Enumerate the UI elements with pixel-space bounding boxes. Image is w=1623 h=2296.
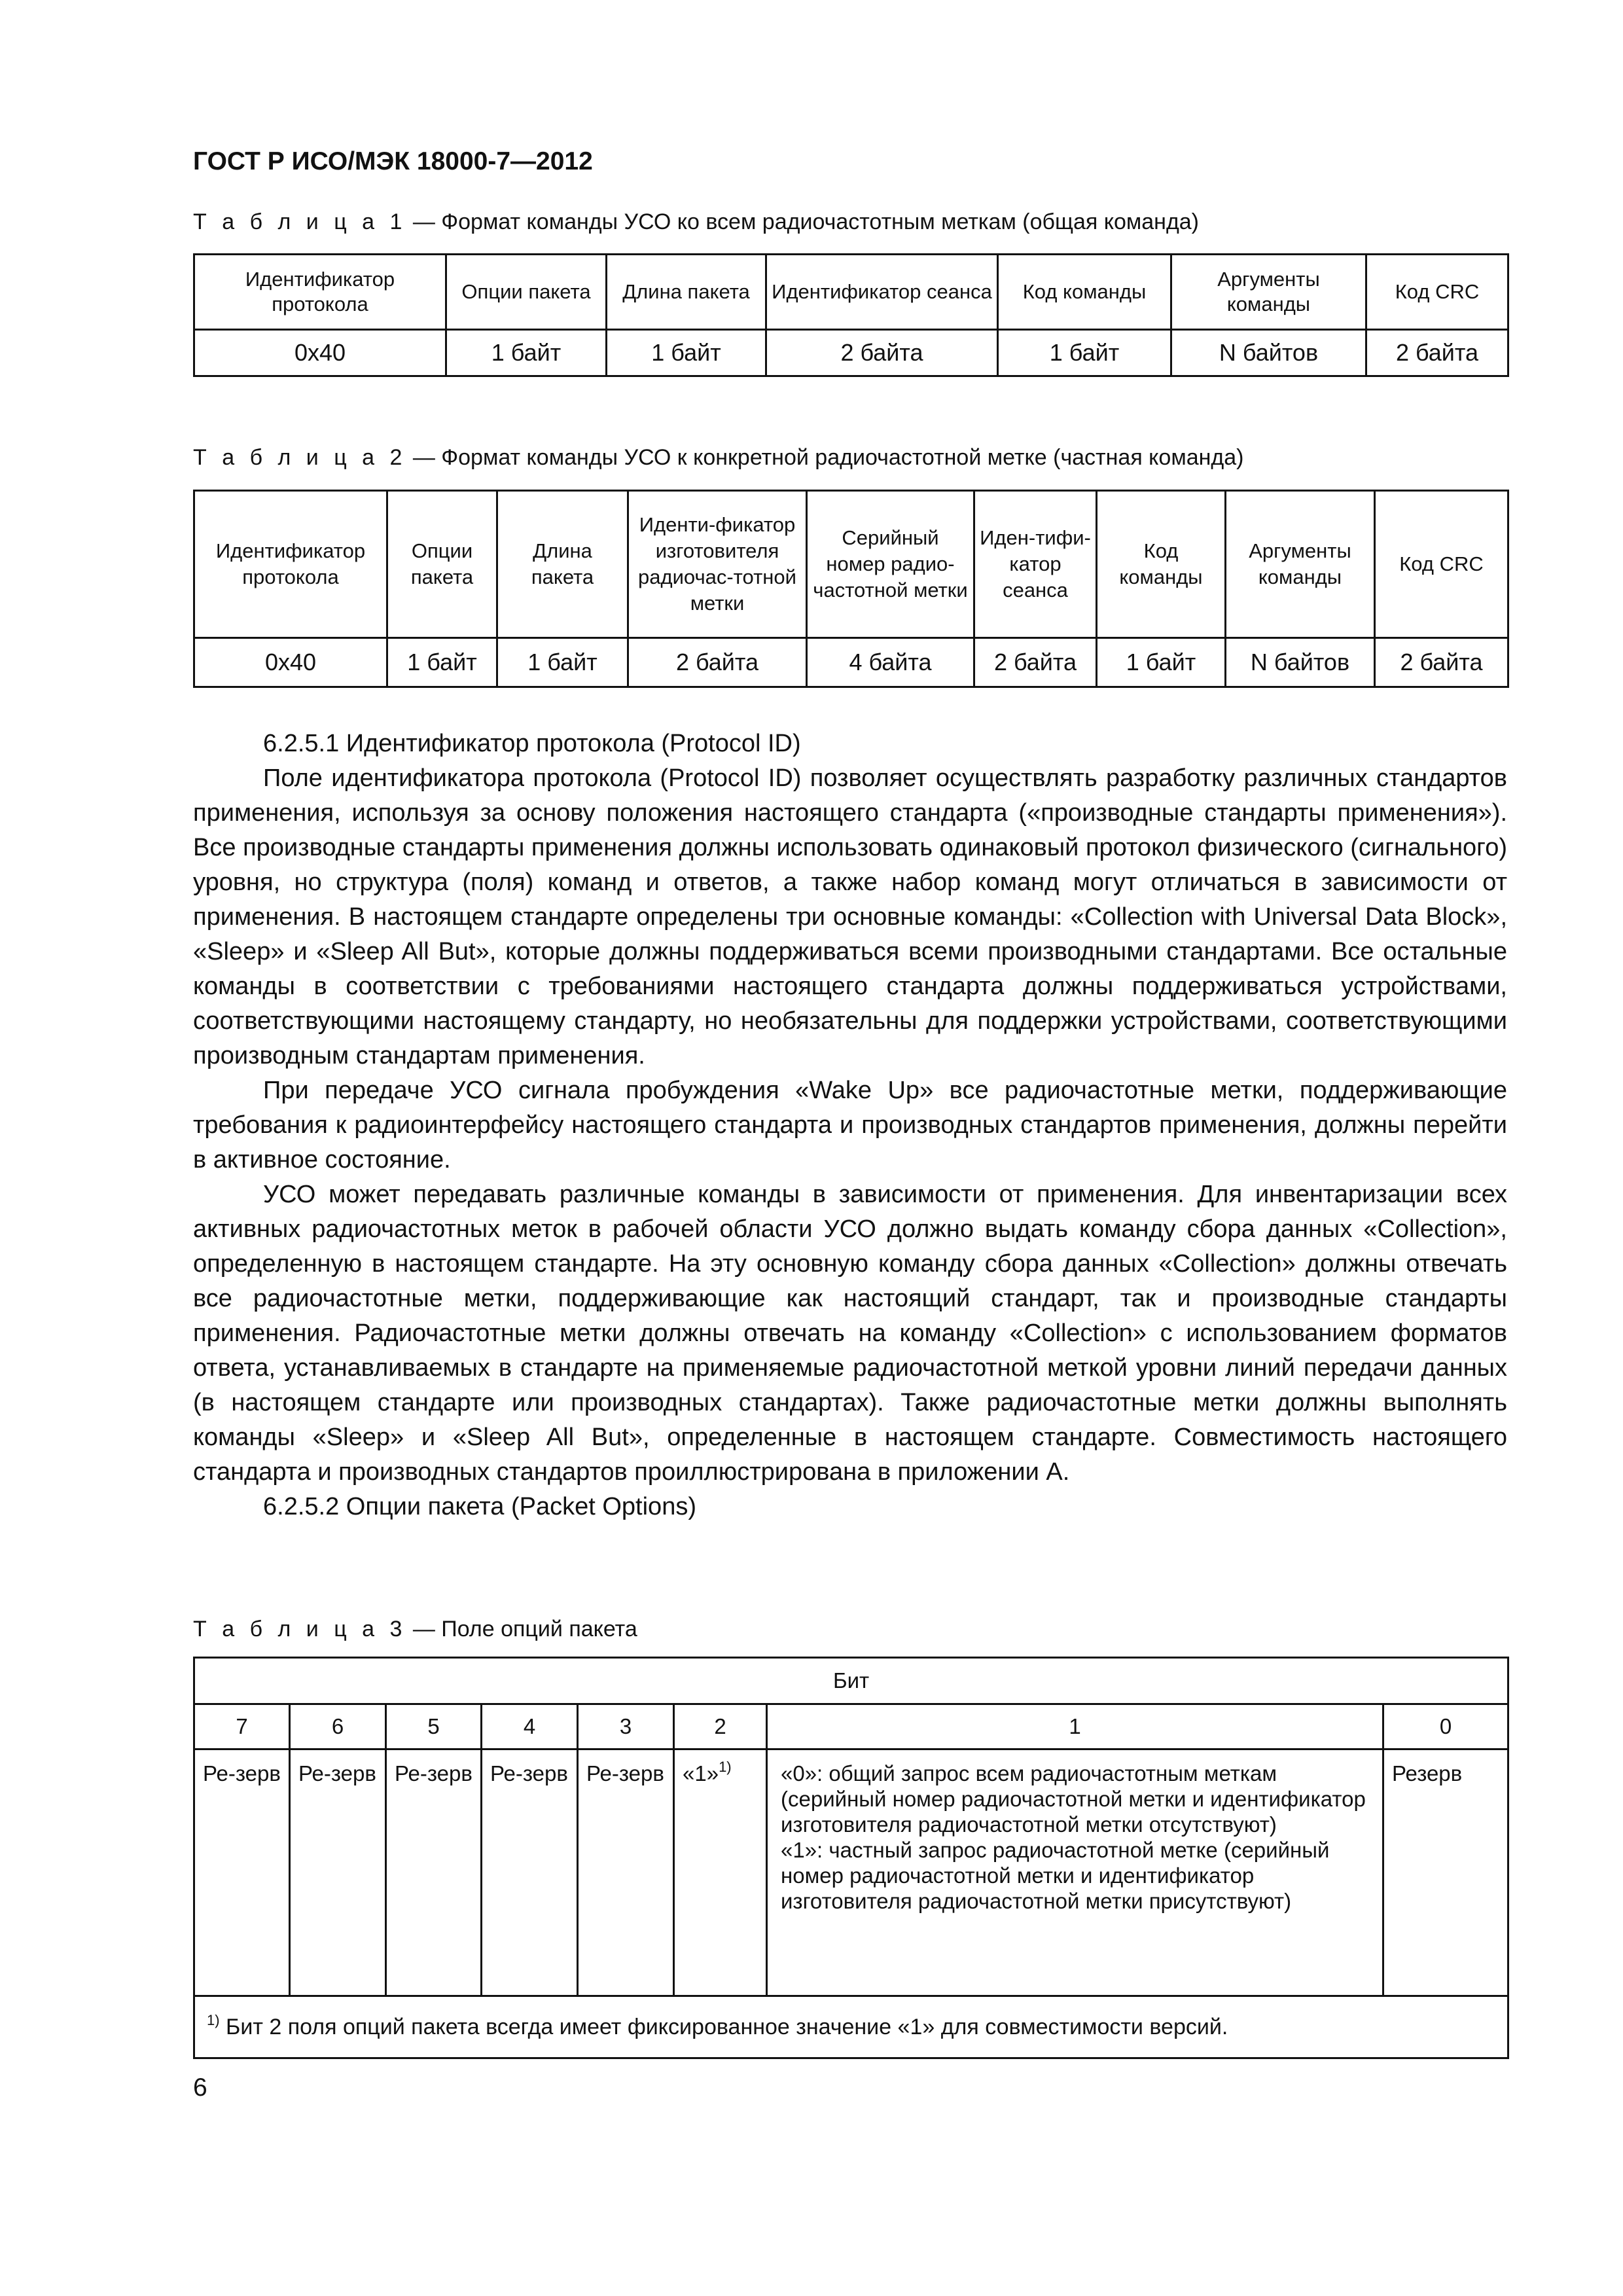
bit3-value: Ре-зерв <box>578 1749 674 1996</box>
table2-cell: 1 байт <box>497 638 628 687</box>
table2-header: Серийный номер радио-частотной метки <box>807 491 974 638</box>
table1-header: Длина пакета <box>607 255 766 330</box>
table1-header: Аргументы команды <box>1171 255 1366 330</box>
body-text <box>193 726 1507 1524</box>
table2-cell: 1 байт <box>387 638 497 687</box>
page-number: 6 <box>193 2073 207 2102</box>
paragraph: УСО может передавать различные команды в зависимости от применения. Для инвентаризации всех активных радиочастотных меток в рабочей области УСО должно выдать команду сбора данных «Collection», определенную в настоящем стандарте. На эту основную команду сбора данных «Collection» должны отвечать все радиочастотные метки, поддерживающие как настоящий стандарт, так и производные стандарты применения. Радиочастотные метки должны отвечать на команду «Collection» с использованием форматов ответа, устанавливаемых в стандарте на применяемые радиочастотной меткой уровни линий передачи данных (в настоящем стандарте или производных стандартах). Также радиочастотные метки должны выполнять команды «Sleep» и «Sleep All But», определенные в настоящем стандарте. Совместимость настоящего стандарта и производных стандартов проиллюстрирована в приложении А. <box>193 1181 1507 1486</box>
table2-header: Иденти-фикатор изготовителя радиочас-тотной метки <box>628 491 807 638</box>
bit1-option-0: «0»: общий запрос всем радиочастотным меткам (серийный номер радиочастотной метки и идентификатор изготовителя радиочастотной метки отсутствуют) <box>781 1761 1366 1837</box>
table2-header: Код команды <box>1097 491 1226 638</box>
bit2-value: «1» <box>683 1761 719 1785</box>
bit2-cell <box>674 1749 767 1996</box>
table1-cell: 1 байт <box>446 330 607 376</box>
bit1-option-1: «1»: частный запрос радиочастотной метке (серийный номер радиочастотной метки и идентификатор изготовителя радиочастотной метки присутствуют) <box>781 1838 1330 1913</box>
table3-footnote <box>194 1996 1508 2058</box>
bit-number: 0 <box>1383 1704 1508 1749</box>
table2-cell: 2 байта <box>628 638 807 687</box>
paragraph: При передаче УСО сигнала пробуждения «Wake Up» все радиочастотные метки, поддерживающие требования к радиоинтерфейсу настоящего стандарта и производных стандартов применения, должны перейти в активное состояние. <box>193 1077 1507 1174</box>
table1-cell: N байтов <box>1171 330 1366 376</box>
table2-cell: N байтов <box>1226 638 1375 687</box>
table2-caption-text: — Формат команды УСО к конкретной радиочастотной метке (частная команда) <box>406 445 1244 470</box>
bit-number: 2 <box>674 1704 767 1749</box>
footnote-text: Бит 2 поля опций пакета всегда имеет фиксированное значение «1» для совместимости версий. <box>219 2014 1228 2039</box>
bit-number: 4 <box>482 1704 578 1749</box>
table2-cell: 2 байта <box>974 638 1097 687</box>
table1-cell: 2 байта <box>1366 330 1508 376</box>
table2-header: Иден-тифи-катор сеанса <box>974 491 1097 638</box>
table1-cell: 1 байт <box>998 330 1171 376</box>
table3-caption <box>193 1617 637 1642</box>
table2 <box>193 490 1509 688</box>
table1-caption-label: Т а б л и ц а 1 <box>193 209 407 234</box>
bit-number: 3 <box>578 1704 674 1749</box>
bit-number: 7 <box>194 1704 290 1749</box>
table3 <box>193 1657 1509 2059</box>
table1-cell: 2 байта <box>766 330 998 376</box>
document-header: ГОСТ Р ИСО/МЭК 18000-7—2012 <box>193 147 593 175</box>
bit0-value: Резерв <box>1383 1749 1508 1996</box>
table2-header: Идентификатор протокола <box>194 491 387 638</box>
paragraph: Поле идентификатора протокола (Protocol ID) позволяет осуществлять разработку различных стандартов применения, используя за основу положения настоящего стандарта («производные стандарты применения»). Все производные стандарты применения должны использовать одинаковый протокол физического (сигнального) уровня, но структура (поля) команд и ответов, а также набор команд могут отличаться в зависимости от применения. В настоящем стандарте определены три основные команды: «Collection with Universal Data Block», «Sleep» и «Sleep All But», которые должны поддерживаться всеми производными стандартами. Все остальные команды в соответствии с требованиями настоящего стандарта должны поддерживаться устройствами, соответствующими настоящему стандарту, но необязательны для поддержки устройствами, соответствующими производным стандартам применения. <box>193 764 1507 1069</box>
bit6-value: Ре-зерв <box>290 1749 386 1996</box>
section-heading: 6.2.5.2 Опции пакета (Packet Options) <box>263 1493 696 1520</box>
bit-number: 6 <box>290 1704 386 1749</box>
table1-header: Опции пакета <box>446 255 607 330</box>
bit5-value: Ре-зерв <box>386 1749 482 1996</box>
bit4-value: Ре-зерв <box>482 1749 578 1996</box>
table1-caption <box>193 209 1199 235</box>
table1-cell: 0x40 <box>194 330 446 376</box>
bit-number: 5 <box>386 1704 482 1749</box>
section-heading: 6.2.5.1 Идентификатор протокола (Protocol ID) <box>263 730 801 757</box>
footnote-mark: 1) <box>207 2011 220 2028</box>
table1-cell: 1 байт <box>607 330 766 376</box>
table2-caption-label: Т а б л и ц а 2 <box>193 445 407 470</box>
table3-caption-label: Т а б л и ц а 3 <box>193 1617 407 1641</box>
table2-header: Аргументы команды <box>1226 491 1375 638</box>
table2-header: Опции пакета <box>387 491 497 638</box>
table2-cell: 2 байта <box>1375 638 1508 687</box>
table2-header: Код CRC <box>1375 491 1508 638</box>
bit7-value: Ре-зерв <box>194 1749 290 1996</box>
bit2-footnote-ref: 1) <box>719 1759 732 1775</box>
table2-cell: 1 байт <box>1097 638 1226 687</box>
table1-header: Код CRC <box>1366 255 1508 330</box>
table3-caption-text: — Поле опций пакета <box>406 1617 637 1641</box>
table1-header: Идентификатор сеанса <box>766 255 998 330</box>
table2-cell: 4 байта <box>807 638 974 687</box>
table1-caption-text: — Формат команды УСО ко всем радиочастотным меткам (общая команда) <box>406 209 1200 234</box>
table1 <box>193 253 1509 377</box>
bit-number: 1 <box>767 1704 1383 1749</box>
table2-caption <box>193 445 1243 471</box>
table1-header: Код команды <box>998 255 1171 330</box>
table1-header: Идентификатор протокола <box>194 255 446 330</box>
table2-cell: 0x40 <box>194 638 387 687</box>
bit1-cell <box>767 1749 1383 1996</box>
table2-header: Длина пакета <box>497 491 628 638</box>
bit-group-header: Бит <box>194 1658 1508 1704</box>
